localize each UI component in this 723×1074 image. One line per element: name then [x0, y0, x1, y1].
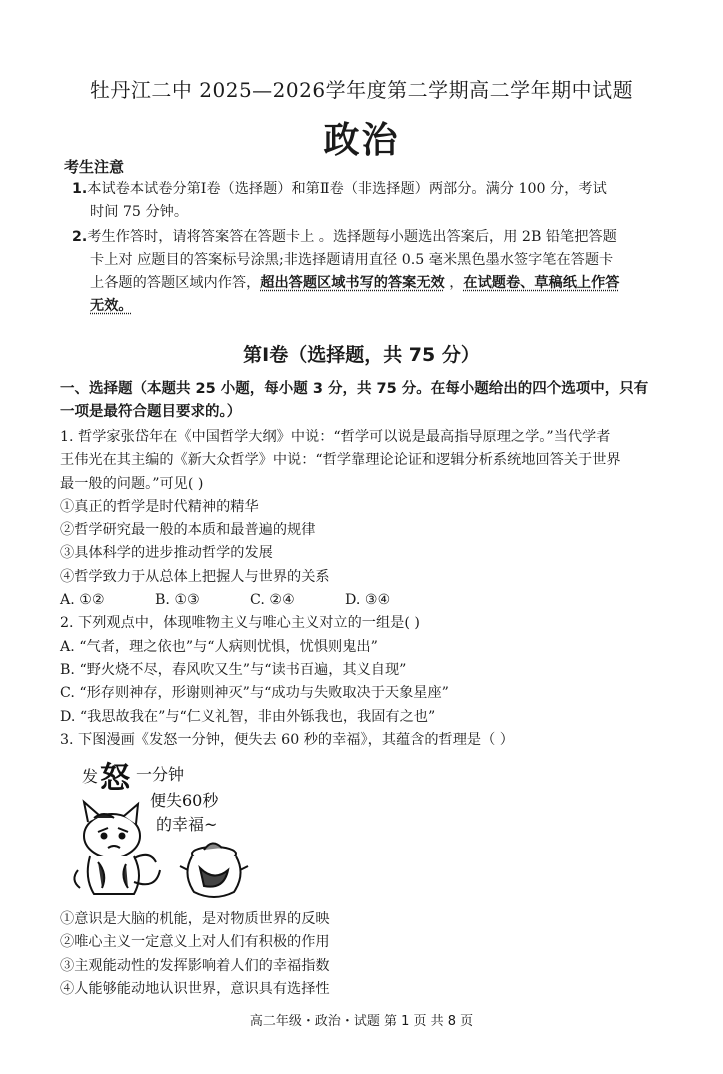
q3-stem: 3. 下图漫画《发怒一分钟，便失去 60 秒的幸福》，其蕴含的哲理是（ ）: [60, 731, 514, 748]
q1-stem-line-2: 王伟光在其主编的《新大众哲学》中说：“哲学靠理论论证和逻辑分析系统地回答关于世界: [60, 452, 621, 469]
angry-cat-figure: [74, 802, 160, 894]
notice-item-2-sep: ，: [444, 275, 464, 291]
notice-item-2-line2: 卡上对 应题目的答案标号涂黑;非选择题请用直径 0.5 毫米黑色墨水签字笔在答题卡: [90, 252, 614, 268]
notice-emphasis-1: 超出答题区域书写的答案无效: [260, 275, 445, 291]
section-title: 第Ⅰ卷（选择题，共 75 分）: [243, 344, 480, 366]
cartoon-caption-3: 便失60秒: [150, 791, 219, 810]
section-instructions: [60, 378, 670, 424]
notice-item-2-line1: 考生作答时，请将答案答在答题卡上 。选择题每小题选出答案后，用 2B 铅笔把答题: [87, 229, 617, 245]
q2-option-b[interactable]: B. “野火烧不尽，春风吹又生”与“读书百遍，其义自现”: [60, 661, 407, 678]
jar-figure: [180, 843, 248, 897]
cartoon-drawing: [64, 758, 274, 904]
q3-item-3: ③主观能动性的发挥影响着人们的幸福指数: [60, 957, 330, 974]
notice-heading: 考生注意: [64, 158, 125, 176]
page-footer: 高二年级・政治・试题 第 1 页 共 8 页: [249, 1014, 474, 1029]
q1-item-1: ①真正的哲学是时代精神的精华: [60, 498, 259, 515]
cartoon-caption-1: 发: [82, 767, 99, 786]
q2-option-c[interactable]: C. “形存则神存，形谢则神灭”与“成功与失败取决于天象星座”: [60, 685, 449, 702]
cartoon-caption-big: 怒: [100, 761, 130, 796]
q1-item-4: ④哲学致力于从总体上把握人与世界的关系: [60, 568, 330, 585]
q1-option-a[interactable]: A. ①②: [60, 592, 105, 609]
subject-title: 政治: [323, 119, 400, 161]
notice-item-2: [72, 226, 668, 318]
notice-item-2-line3-text: 上各题的答题区域内作答，: [90, 275, 261, 291]
q1-item-2: ②哲学研究最一般的本质和最普遍的规律: [60, 522, 316, 539]
q3-item-1: ①意识是大脑的机能，是对物质世界的反映: [60, 911, 330, 927]
q3-items: [60, 908, 670, 1001]
q2-option-d[interactable]: D. “我思故我在”与“仁义礼智，非由外铄我也，我固有之也”: [60, 708, 436, 725]
notice-item-1: [72, 178, 668, 224]
questions: [60, 426, 670, 752]
q1-option-b[interactable]: B. ①③: [155, 592, 200, 609]
q1-options: [60, 589, 670, 612]
q1-stem-line-1: 1. 哲学家张岱年在《中国哲学大纲》中说：“哲学可以说是最高指导原理之学。”当代学者: [60, 429, 611, 445]
q2-option-a[interactable]: A. “气者，理之依也”与“人病则忧惧，忧惧则鬼出”: [60, 638, 378, 655]
exam-title: 牡丹江二中 2025—2026学年度第二学期高二学年期中试题: [89, 78, 634, 102]
q1-option-d[interactable]: D. ③④: [345, 592, 391, 609]
instr-line-2: 一项是最符合题目要求的。）: [60, 404, 242, 420]
q3-item-4: ④人能够能动地认识世界，意识具有选择性: [60, 980, 330, 997]
instr-line-1: 一、选择题（本题共 25 小题，每小题 3 分，共 75 分。在每小题给出的四个选项中，只有: [60, 381, 649, 397]
notice-item-2-num: 2.: [72, 229, 88, 245]
q1-stem-line-3: 最一般的问题。”可见( ): [60, 475, 204, 492]
notice-emphasis-2: 在试题卷、草稿纸上作答: [463, 275, 620, 291]
notice-item-1-line2: 时间 75 分钟。: [90, 204, 189, 220]
notice-item-2-line3: [72, 272, 668, 295]
cartoon-image: [64, 758, 274, 904]
q1-item-3: ③具体科学的进步推动哲学的发展: [60, 545, 273, 562]
notice-item-2-line4: 无效。: [90, 298, 133, 314]
q3-item-2: ②唯心主义一定意义上对人们有积极的作用: [60, 934, 330, 951]
q2-stem: 2. 下列观点中，体现唯物主义与唯心主义对立的一组是( ): [60, 615, 420, 632]
notice-item-1-line1: 本试卷本试卷分第Ⅰ卷（选择题）和第Ⅱ卷（非选择题）两部分。满分 100 分，考试: [87, 181, 607, 197]
q1-option-c[interactable]: C. ②④: [250, 592, 295, 609]
cartoon-caption-4: 的幸福~: [156, 815, 218, 834]
notice-item-1-num: 1.: [72, 181, 88, 197]
cartoon-caption-2: 一分钟: [136, 765, 185, 784]
